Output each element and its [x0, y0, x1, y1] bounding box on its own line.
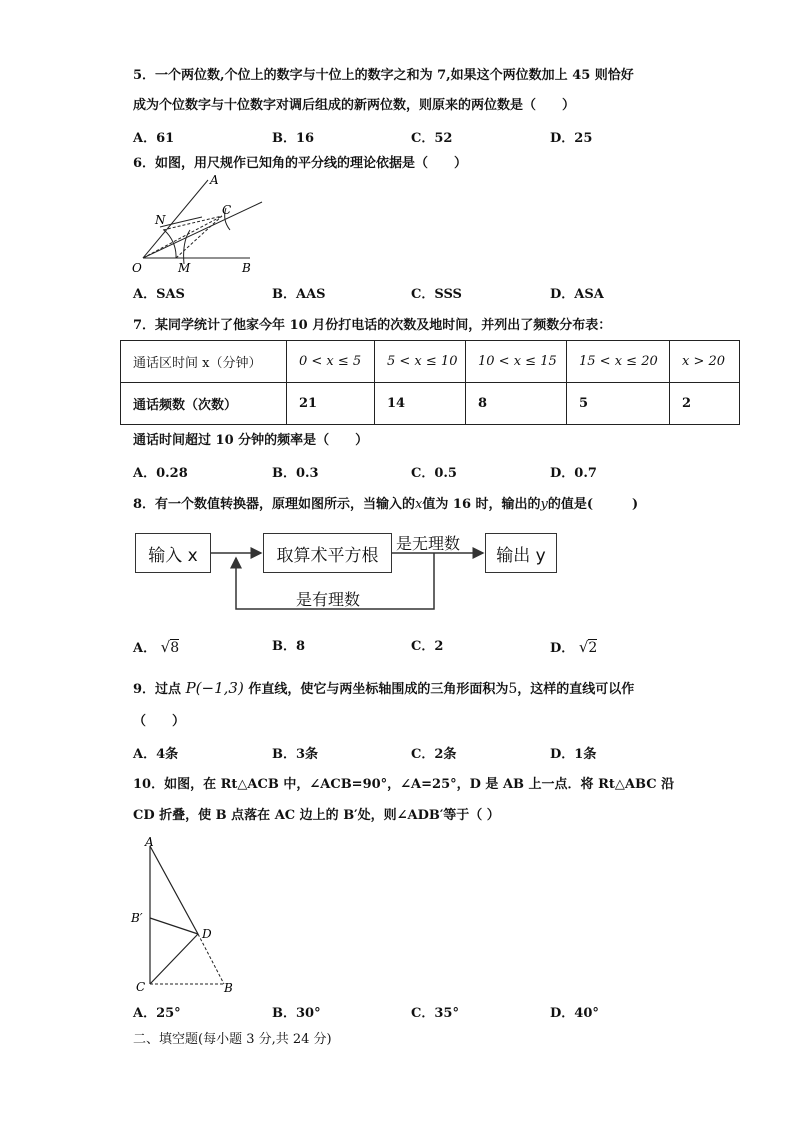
q8-stem — [133, 495, 638, 515]
q8-option-c[interactable]: C．2 — [411, 639, 444, 654]
label-n: N — [155, 213, 166, 227]
q5-option-a[interactable]: A．61 — [133, 131, 175, 146]
flow-process-box — [263, 533, 392, 573]
flow-output-label: 输出 y — [496, 545, 546, 566]
flow-output-box — [485, 533, 557, 573]
q8-option-d[interactable] — [550, 637, 597, 659]
flow-process-label: 取算术平方根 — [276, 545, 379, 566]
table-cell: 8 — [466, 383, 567, 425]
q8-option-d-letter: D． — [550, 641, 575, 656]
table-cell: 5 < x ≤ 10 — [375, 341, 466, 383]
q6-stem: 6．如图，用尺规作已知角的平分线的理论依据是（ ） — [133, 156, 468, 171]
q9-mid: 作直线，使它与两坐标轴围成的三角形面积为 — [248, 682, 509, 697]
table-cell: 14 — [375, 383, 466, 425]
q8-stem-prefix: 8．有一个数值转换器，原理如图所示，当输入的 — [133, 497, 416, 512]
segment-db — [198, 934, 224, 984]
q7-option-a[interactable]: A．0.28 — [133, 466, 188, 481]
ray-oa — [143, 180, 208, 258]
q9-suffix: ，这样的直线可以作 — [517, 682, 635, 697]
sqrt-icon: √ — [578, 638, 589, 656]
q10-option-d[interactable]: D．40° — [550, 1006, 599, 1021]
table-row — [121, 383, 740, 425]
q5-stem-line2: 成为个位数字与十位数字对调后组成的新两位数，则原来的两位数是（ ） — [133, 98, 576, 113]
flow-rational-label: 是有理数 — [296, 590, 361, 609]
table-cell: 5 — [567, 383, 670, 425]
label-a: A — [145, 835, 154, 849]
q8-option-a-radicand: 8 — [170, 640, 180, 656]
q9-option-d[interactable]: D．1条 — [550, 747, 597, 762]
q8-option-d-radicand: 2 — [588, 640, 598, 656]
q8-var-y: y — [540, 497, 548, 512]
label-o: O — [132, 261, 142, 275]
table-row — [121, 341, 740, 383]
label-d: D — [202, 927, 212, 941]
q8-option-a-letter: A． — [133, 641, 157, 656]
table-cell: 15 < x ≤ 20 — [567, 341, 670, 383]
q7-option-c[interactable]: C．0.5 — [411, 466, 457, 481]
q8-option-a[interactable] — [133, 637, 179, 659]
q9-area: 5 — [508, 681, 518, 697]
label-b: B — [224, 981, 233, 995]
q5-option-b[interactable]: B．16 — [272, 131, 315, 146]
q9-prefix: 9．过点 — [133, 682, 182, 697]
table-cell: x > 20 — [670, 341, 740, 383]
label-b: B — [242, 261, 251, 275]
q6-option-d[interactable]: D．ASA — [550, 287, 604, 302]
flow-input-label: 输入 x — [148, 545, 198, 566]
q5-stem-line1: 5．一个两位数,个位上的数字与十位上的数字之和为 7,如果这个两位数加上 45 则恰好 — [133, 68, 634, 83]
q9-stem-line2: （ ） — [133, 714, 186, 729]
label-m: M — [178, 261, 191, 275]
table-cell: 10 < x ≤ 15 — [466, 341, 567, 383]
q7-option-d[interactable]: D．0.7 — [550, 466, 597, 481]
q5-option-d[interactable]: D．25 — [550, 131, 593, 146]
frequency-table — [120, 340, 740, 425]
label-c: C — [136, 980, 146, 994]
q9-stem-line1 — [133, 678, 634, 700]
q6-option-c[interactable]: C．SSS — [411, 287, 462, 302]
q10-option-a[interactable]: A．25° — [133, 1006, 181, 1021]
table-cell: 0 < x ≤ 5 — [287, 341, 375, 383]
table-header-count: 通话频数（次数） — [121, 383, 287, 425]
label-c: C — [222, 203, 232, 217]
q9-option-b[interactable]: B．3条 — [272, 747, 319, 762]
q8-var-x: x — [415, 497, 423, 512]
q8-option-b[interactable]: B．8 — [272, 639, 306, 654]
table-cell: 21 — [287, 383, 375, 425]
q10-option-c[interactable]: C．35° — [411, 1006, 459, 1021]
section-title: 二、填空题(每小题 3 分,共 24 分) — [133, 1032, 332, 1047]
q10-option-b[interactable]: B．30° — [272, 1006, 321, 1021]
ray-oc — [143, 202, 262, 258]
arc-m — [184, 230, 190, 264]
q9-option-c[interactable]: C．2条 — [411, 747, 457, 762]
label-a: A — [210, 173, 219, 187]
sqrt-icon: √ — [160, 638, 171, 656]
table-header-time: 通话区时间 x（分钟） — [121, 341, 287, 383]
angle-bisector-figure — [130, 172, 290, 282]
q7-option-b[interactable]: B．0.3 — [272, 466, 319, 481]
triangle-fold-figure — [128, 836, 248, 1001]
q10-stem-line2: CD 折叠，使 B 点落在 AC 边上的 B′处，则∠ADB′等于（ ） — [133, 808, 500, 823]
q6-option-a[interactable]: A．SAS — [133, 287, 185, 302]
label-b-prime: B′ — [131, 911, 143, 925]
q7-question: 通话时间超过 10 分钟的频率是（ ） — [133, 433, 369, 448]
flow-input-box — [135, 533, 211, 573]
q9-option-a[interactable]: A．4条 — [133, 747, 179, 762]
q7-stem: 7．某同学统计了他家今年 10 月份打电话的次数及地时间，并列出了频数分布表： — [133, 318, 612, 333]
q5-option-c[interactable]: C．52 — [411, 131, 453, 146]
q8-stem-mid: 值为 16 时，输出的 — [422, 497, 541, 512]
q8-stem-suffix: 的值是( ) — [547, 497, 639, 512]
arc-n — [160, 217, 202, 227]
table-cell: 2 — [670, 383, 740, 425]
q6-option-b[interactable]: B．AAS — [272, 287, 326, 302]
flow-irrational-label: 是无理数 — [396, 534, 461, 553]
q10-stem-line1: 10．如图，在 Rt△ACB 中，∠ACB=90°，∠A=25°，D 是 AB 上一点．将 Rt△ABC 沿 — [133, 777, 675, 792]
q9-point: P(−1,3) — [185, 679, 244, 697]
segment-cd — [150, 934, 198, 984]
